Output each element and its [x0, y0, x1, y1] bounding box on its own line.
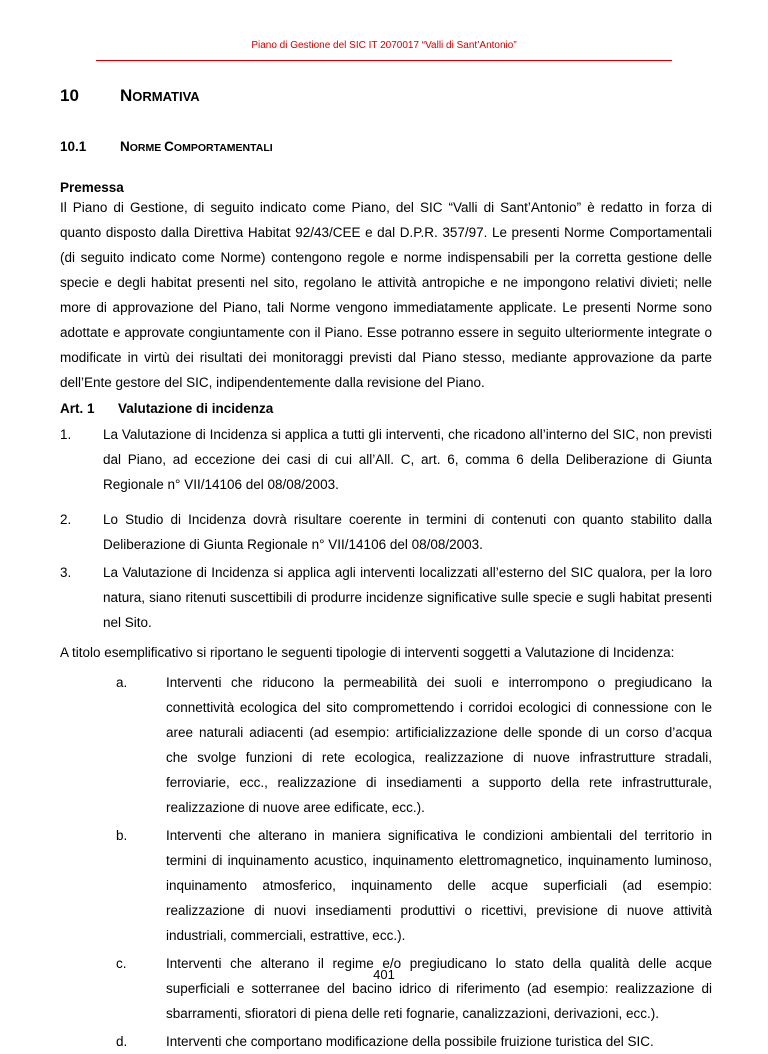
subitem-a [116, 670, 712, 820]
intro-paragraph: A titolo esemplificativo si riportano le seguenti tipologie di interventi soggetti a Valutazione di Incidenza: [60, 645, 675, 660]
subitem-letter: a. [116, 675, 128, 690]
item-text: La Valutazione di Incidenza si applica a tutti gli interventi, che ricadono all’interno del SIC, non previsti dal Piano, ad eccezione dei casi di cui all’All. C, art. 6, comma 6 della Deliberazione di Giunta Regionale n° VII/14106 del 08/08/2003. [103, 427, 712, 492]
subitem-text: Interventi che alterano in maniera significativa le condizioni ambientali del territorio in termini di inquinamento acustico, inquinamento elettromagnetico, inquinamento luminoso, inquinamento atmosferico, inquinamento delle acque superficiali (ad esempio: realizzazione di nuovi insediamenti produttivi o ricettivi, previsione di nuove attività industriali, commerciali, estrattive, ecc.). [166, 828, 712, 943]
subitem-letter: d. [116, 1034, 128, 1049]
chapter-heading [60, 86, 200, 106]
article-title: Valutazione di incidenza [118, 401, 274, 416]
subitem-b [116, 823, 712, 948]
item-text: La Valutazione di Incidenza si applica agli interventi localizzati all’esterno del SIC qualora, per la loro natura, siano ritenuti suscettibili di produrre incidenze significative sulle specie e sugli habitat presenti nel Sito. [103, 565, 712, 630]
section-heading [60, 139, 273, 154]
section-title-w2-rest: OMPORTAMENTALI [173, 142, 273, 154]
section-title-w1-rest: ORME [129, 142, 162, 154]
article-item-1 [60, 422, 712, 497]
section-number: 10.1 [60, 139, 87, 154]
item-number: 1. [60, 427, 72, 442]
section-title-w2-initial: C [164, 139, 174, 154]
item-number: 2. [60, 512, 72, 527]
article-item-3 [60, 560, 712, 635]
chapter-number: 10 [60, 86, 79, 105]
subitem-letter: c. [116, 956, 127, 971]
subitem-text: Interventi che alterano il regime e/o pregiudicano lo stato della qualità delle acque superficiali e sotterranee del bacino idrico di riferimento (ad esempio: realizzazione di sbarramenti, sfioratori di piena delle reti fognarie, canalizzazioni, derivazioni, ecc.). [166, 956, 712, 1021]
subitem-d [116, 1029, 712, 1054]
subitem-c [116, 951, 712, 1026]
subitem-text: Interventi che riducono la permeabilità dei suoli e interrompono o pregiudicano la connettività ecologica del sito compromettendo i corridoi ecologici di connessione con le aree naturali adiacenti (ad esempio: artificializzazione delle sponde di un corso d’acqua che svolge funzioni di rete ecologica, realizzazione di nuove infrastrutture stradali, ferroviarie, ecc., realizzazione di insediamenti a supporto della rete infrastrutturale, realizzazione di nuove aree edificate, ecc.). [166, 675, 712, 815]
section-title-w1-initial: N [120, 139, 130, 154]
item-number: 3. [60, 565, 72, 580]
premessa-paragraph: Il Piano di Gestione, di seguito indicato come Piano, del SIC “Valli di Sant’Antonio” è redatto in forza di quanto disposto dalla Direttiva Habitat 92/43/CEE e dal D.P.R. 357/97. Le presenti Norme Comportamentali (di seguito indicato come Norme) contengono regole e norme indispensabili per la corretta gestione delle specie e degli habitat presenti nel sito, regolano le attività antropiche e ne impongono relativi divieti; nelle more di approvazione del Piano, tali Norme vengono immediatamente applicate. Le presenti Norme sono adottate e approvate congiuntamente con il Piano. Esse potranno essere in seguito ulteriormente integrate o modificate in virtù dei risultati dei monitoraggi previsti dal Piano stesso, mediante approvazione da parte dell’Ente gestore del SIC, indipendentemente dalla revisione del Piano. [60, 200, 712, 390]
chapter-title-initial: N [120, 86, 133, 105]
premessa-heading: Premessa [60, 180, 124, 195]
article-heading [60, 401, 273, 416]
subitem-text: Interventi che comportano modificazione della possibile fruizione turistica del SIC. [166, 1034, 654, 1049]
header-rule [96, 60, 672, 61]
article-number: Art. 1 [60, 401, 95, 416]
article-item-2 [60, 507, 712, 557]
running-header: Piano di Gestione del SIC IT 2070017 “Valli di Sant’Antonio” [251, 40, 517, 51]
chapter-title-rest: ORMATIVA [132, 89, 200, 104]
item-text: Lo Studio di Incidenza dovrà risultare coerente in termini di contenuti con quanto stabilito dalla Deliberazione di Giunta Regionale n° VII/14106 del 08/08/2003. [103, 512, 712, 552]
page-number: 401 [373, 967, 395, 982]
subitem-letter: b. [116, 828, 128, 843]
